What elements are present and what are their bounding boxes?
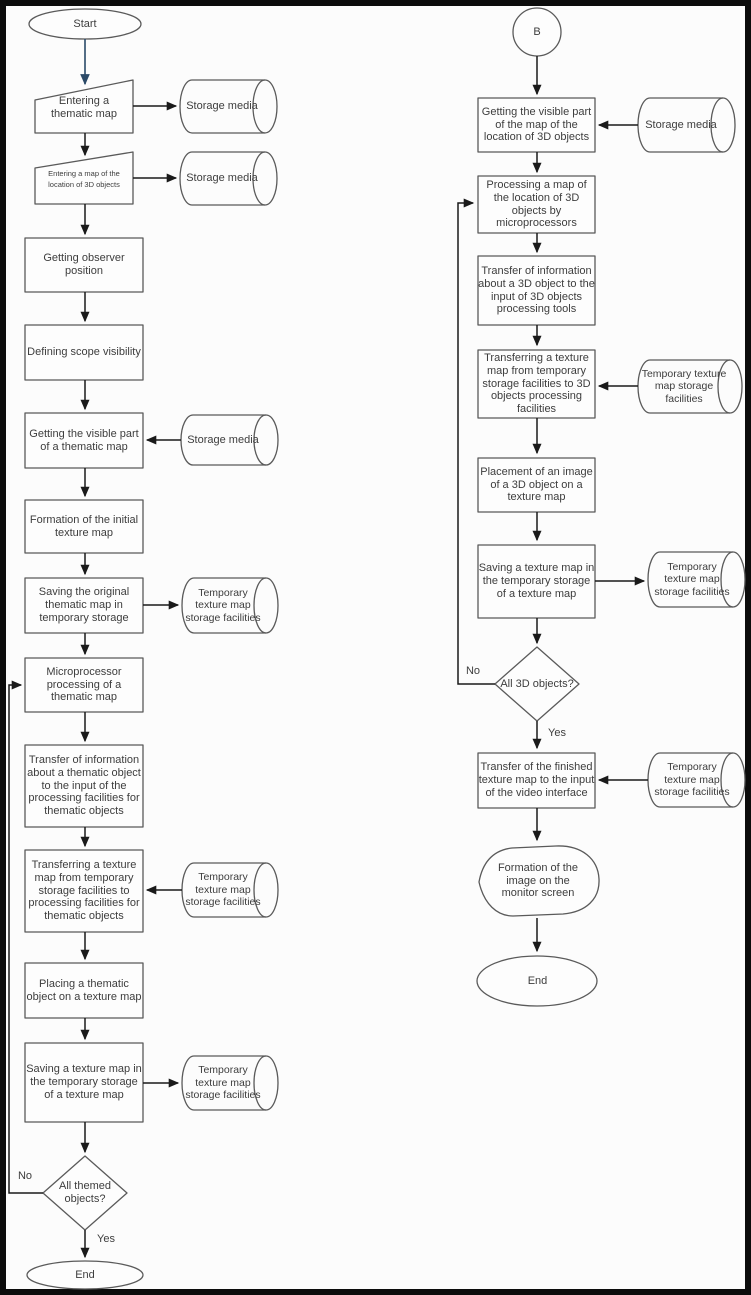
process-processing-map-label: Processing a map of the location of 3D objects by microprocessors xyxy=(486,178,587,230)
temp-storage-right-2-label: Temporary texture map storage facilities xyxy=(654,560,730,598)
storage-media-1-label: Storage media xyxy=(186,100,258,113)
temp-storage-2-label: Temporary texture map storage facilities xyxy=(185,871,261,909)
process-transfer-info-label: Transfer of information about a thematic object to the input of the processing facilities for thematic objects xyxy=(27,753,141,818)
process-saving-texture-right-label: Saving a texture map in the temporary storage of a texture map xyxy=(478,562,595,600)
process-transfer-info-3d-label: Transfer of information about a 3D object to the input of 3D objects processing tools xyxy=(478,264,595,316)
storage-media-3-label: Storage media xyxy=(187,433,259,446)
decision-right-yes-label: Yes xyxy=(548,726,566,739)
process-saving-original-label: Saving the original thematic map in temporary storage xyxy=(38,586,130,624)
end-right-terminator-label: End xyxy=(527,974,548,987)
manual-input-thematic-label: Entering a thematic map xyxy=(50,95,118,120)
decision-left-no-label: No xyxy=(17,1169,33,1182)
decision-right-no-label: No xyxy=(465,664,481,677)
process-placing-object-label: Placing a thematic object on a texture map xyxy=(26,977,142,1003)
process-getting-visible-3d-label: Getting the visible part of the map of the location of 3D objects xyxy=(481,105,592,144)
process-saving-texture-left-label: Saving a texture map in the temporary storage of a texture map xyxy=(26,1063,142,1101)
temp-storage-3-label: Temporary texture map storage facilities xyxy=(185,1064,261,1102)
connector-b-label: B xyxy=(533,25,541,38)
display-monitor-label: Formation of the image on the monitor screen xyxy=(497,861,579,900)
start-terminator-label: Start xyxy=(73,17,97,30)
process-transferring-texture-3d-label: Transferring a texture map from temporary storage facilities to 3D objects processing facilities xyxy=(482,351,591,416)
storage-media-2-label: Storage media xyxy=(186,172,258,185)
process-transferring-texture-label: Transferring a texture map from temporary storage facilities to processing facilities for thematic objects xyxy=(28,858,140,923)
process-microprocessor-label: Microprocessor processing of a thematic map xyxy=(46,665,122,704)
process-formation-initial-label: Formation of the initial texture map xyxy=(29,513,139,539)
temp-storage-right-1-label: Temporary texture map storage facilities xyxy=(641,367,727,405)
storage-media-right-label: Storage media xyxy=(645,118,717,131)
decision-all-3d-label: All 3D objects? xyxy=(500,677,574,690)
decision-left-yes-label: Yes xyxy=(97,1232,115,1245)
manual-input-3d-label: Entering a map of the location of 3D objects xyxy=(48,168,120,189)
process-defining-scope-label: Defining scope visibility xyxy=(27,346,141,359)
temp-storage-1-label: Temporary texture map storage facilities xyxy=(185,586,261,624)
process-getting-observer-label: Getting observer position xyxy=(43,252,125,277)
process-transfer-finished-label: Transfer of the finished texture map to the input of the video interface xyxy=(478,761,595,799)
process-placement-image-label: Placement of an image of a 3D object on a texture map xyxy=(480,465,593,504)
temp-storage-right-3-label: Temporary texture map storage facilities xyxy=(654,761,730,799)
decision-all-themed-label: All themed objects? xyxy=(59,1180,111,1205)
process-getting-visible-label: Getting the visible part of a thematic map xyxy=(29,427,139,453)
end-left-terminator-label: End xyxy=(75,1268,95,1281)
